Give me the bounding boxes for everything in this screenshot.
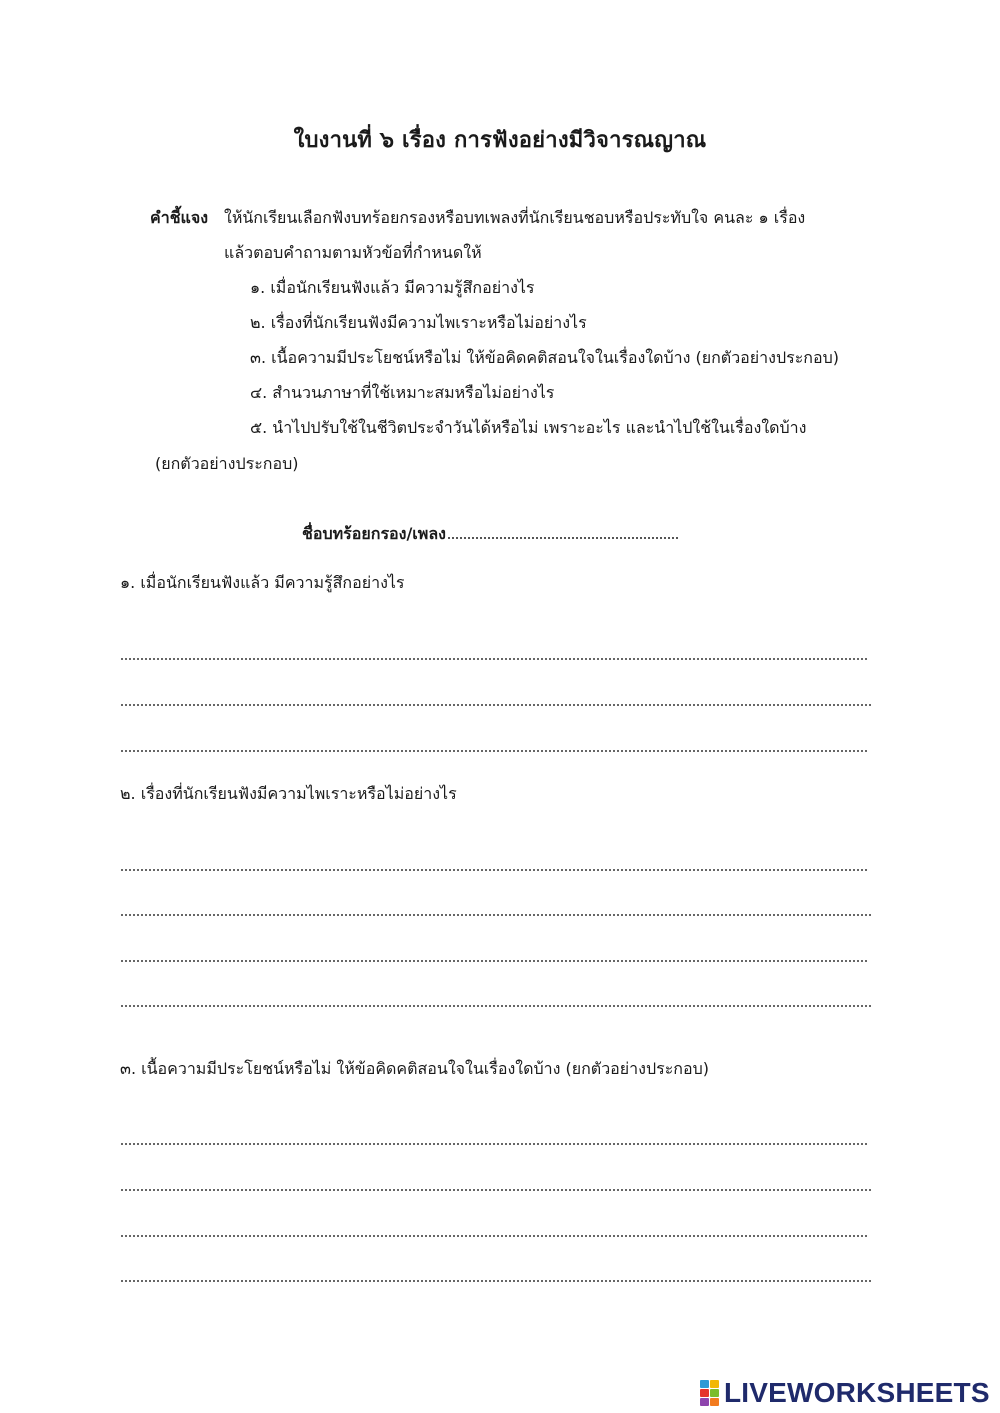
instruction-item-4: ๔. สำนวนภาษาที่ใช้เหมาะสมหรือไม่อย่างไร (250, 383, 555, 402)
poem-name-input[interactable] (448, 523, 678, 539)
liveworksheets-brand (700, 1376, 990, 1410)
liveworksheets-logo-icon (700, 1380, 720, 1406)
instruction-item-5-continued: (ยกตัวอย่างประกอบ) (155, 454, 299, 473)
question-1: ๑. เมื่อนักเรียนฟังแล้ว มีความรู้สึกอย่างไร (120, 573, 405, 592)
worksheet-title: ใบงานที่ ๖ เรื่อง การฟังอย่างมีวิจารณญาณ (293, 128, 707, 153)
answer-line-q3-4[interactable] (121, 1280, 871, 1282)
instructions-line-2: แล้วตอบคำถามตามหัวข้อที่กำหนดให้ (224, 243, 482, 262)
answer-line-q2-1[interactable] (121, 869, 867, 871)
answer-line-q3-2[interactable] (121, 1189, 871, 1191)
answer-line-q2-4[interactable] (121, 1005, 871, 1007)
instructions-line-1: ให้นักเรียนเลือกฟังบทร้อยกรองหรือบทเพลงที่นักเรียนชอบหรือประทับใจ คนละ ๑ เรื่อง (224, 208, 806, 227)
answer-line-q1-1[interactable] (121, 658, 867, 660)
instructions-label: คำชี้แจง (150, 208, 209, 227)
poem-name-row (302, 522, 678, 547)
answer-line-q1-3[interactable] (121, 750, 867, 752)
brand-name: LIVEWORKSHEETS (724, 1377, 990, 1408)
instruction-item-2: ๒. เรื่องที่นักเรียนฟังมีความไพเราะหรือไม่อย่างไร (250, 313, 587, 332)
question-2: ๒. เรื่องที่นักเรียนฟังมีความไพเราะหรือไม่อย่างไร (120, 784, 457, 803)
instruction-item-5: ๕. นำไปปรับใช้ในชีวิตประจำวันได้หรือไม่ เพราะอะไร และนำไปใช้ในเรื่องใดบ้าง (250, 418, 807, 437)
answer-line-q3-1[interactable] (121, 1143, 867, 1145)
instruction-item-3: ๓. เนื้อความมีประโยชน์หรือไม่ ให้ข้อคิดคติสอนใจในเรื่องใดบ้าง (ยกตัวอย่างประกอบ) (250, 348, 839, 367)
question-3: ๓. เนื้อความมีประโยชน์หรือไม่ ให้ข้อคิดคติสอนใจในเรื่องใดบ้าง (ยกตัวอย่างประกอบ) (120, 1059, 709, 1078)
poem-name-label: ชื่อบทร้อยกรอง/เพลง (302, 524, 446, 543)
answer-line-q2-2[interactable] (121, 914, 871, 916)
answer-line-q2-3[interactable] (121, 960, 867, 962)
answer-line-q3-3[interactable] (121, 1235, 867, 1237)
answer-line-q1-2[interactable] (121, 704, 871, 706)
instruction-item-1: ๑. เมื่อนักเรียนฟังแล้ว มีความรู้สึกอย่างไร (250, 278, 535, 297)
